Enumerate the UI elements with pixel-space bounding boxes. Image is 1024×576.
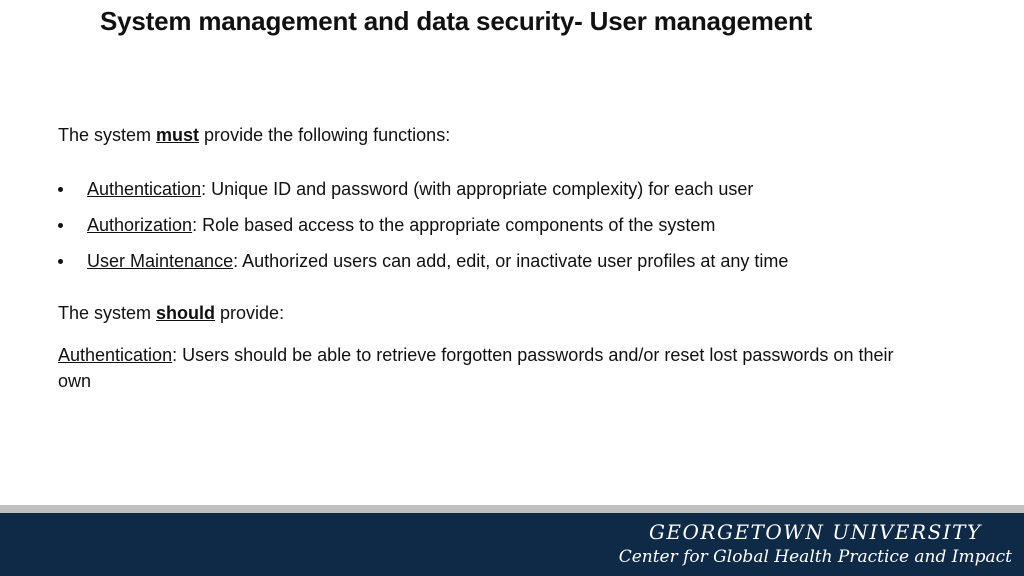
term-user-maintenance: User Maintenance — [87, 251, 234, 271]
bullet-icon — [58, 187, 63, 192]
bullet-icon — [58, 223, 63, 228]
desc-authentication: : Unique ID and password (with appropriate complexity) for each user — [201, 179, 754, 199]
should-intro — [58, 303, 284, 324]
slide-title: System management and data security- User management — [100, 6, 813, 36]
should-intro-before: The system — [58, 303, 157, 323]
logo-university-name: GEORGETOWN UNIVERSITY — [648, 520, 982, 544]
desc-user-maintenance: : Authorized users can add, edit, or inactivate user profiles at any time — [233, 251, 789, 271]
university-logo — [619, 519, 1012, 569]
must-intro — [58, 125, 450, 146]
footer-bar — [0, 513, 1024, 576]
must-intro-after: provide the following functions: — [199, 125, 451, 145]
should-desc-authentication: : Users should be able to retrieve forgotten passwords and/or reset lost passwords on their own — [58, 345, 894, 391]
should-emphasis: should — [156, 303, 216, 323]
desc-authorization: : Role based access to the appropriate components of the system — [192, 215, 716, 235]
logo-center-name: Center for Global Health Practice and Impact — [618, 547, 1012, 567]
bullet-icon — [58, 259, 63, 264]
list-item-authorization — [58, 214, 788, 250]
must-functions-list — [58, 178, 788, 286]
footer-stripe — [0, 505, 1024, 513]
should-intro-after: provide: — [215, 303, 285, 323]
list-item-authentication — [58, 178, 788, 214]
must-emphasis: must — [156, 125, 200, 145]
should-term-authentication: Authentication — [58, 345, 173, 365]
should-item-authentication — [58, 342, 918, 394]
term-authorization: Authorization — [87, 215, 193, 235]
must-intro-before: The system — [58, 125, 157, 145]
term-authentication: Authentication — [87, 179, 202, 199]
list-item-user-maintenance — [58, 250, 788, 286]
